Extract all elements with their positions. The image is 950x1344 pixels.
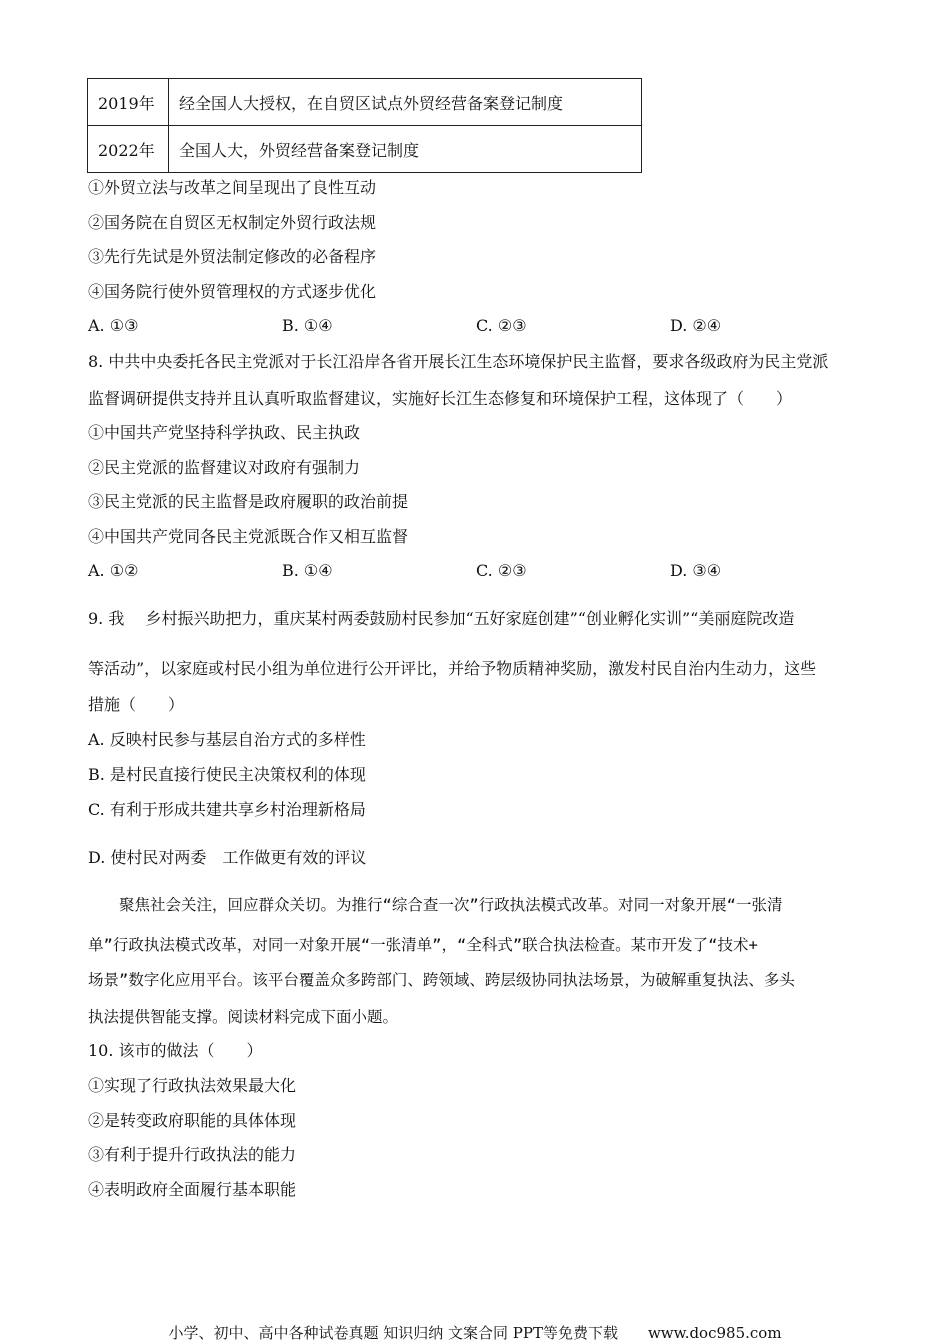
q7-item-1: ①外贸立法与改革之间呈现出了良性互动 — [88, 178, 377, 197]
passage-line-4: 执法提供智能支撑。阅读材料完成下面小题。 — [88, 1008, 399, 1026]
q8-item-3: ③民主党派的民主监督是政府履职的政治前提 — [88, 492, 409, 511]
q8-item-4: ④中国共产党同各民主党派既合作又相互监督 — [88, 527, 409, 546]
q8-option-c[interactable]: C. ②③ — [476, 561, 527, 580]
q10-item-1: ①实现了行政执法效果最大化 — [88, 1076, 297, 1095]
q7-item-4: ④国务院行使外贸管理权的方式逐步优化 — [88, 282, 377, 301]
q9-option-b[interactable]: B. 是村民直接行使民主决策权利的体现 — [88, 765, 366, 784]
q10-item-4: ④表明政府全面履行基本职能 — [88, 1180, 297, 1199]
table-row — [88, 126, 642, 173]
q7-option-c[interactable]: C. ②③ — [476, 316, 527, 335]
q8-option-d[interactable]: D. ③④ — [670, 561, 722, 580]
passage-line-1: 聚焦社会关注，回应群众关切。为推行“综合查一次”行政执法模式改革。对同一对象开展“一张清 — [88, 896, 783, 914]
table-year-cell: 2022年 — [88, 126, 169, 173]
q8-stem-line-2: 监督调研提供支持并且认真听取监督建议，实施好长江生态修复和环境保护工程，这体现了（ ） — [88, 389, 793, 408]
q8-option-a[interactable]: A. ①② — [88, 561, 139, 580]
q9-option-a[interactable]: A. 反映村民参与基层自治方式的多样性 — [88, 730, 366, 749]
q8-item-2: ②民主党派的监督建议对政府有强制力 — [88, 458, 361, 477]
q7-option-a[interactable]: A. ①③ — [88, 316, 139, 335]
q7-option-d[interactable]: D. ②④ — [670, 316, 722, 335]
q8-item-1: ①中国共产党坚持科学执政、民主执政 — [88, 423, 361, 442]
page-footer: 小学、初中、高中各种试卷真题 知识归纳 文案合同 PPT等免费下载 www.doc985.com — [168, 1324, 782, 1342]
q9-option-c[interactable]: C. 有利于形成共建共享乡村治理新格局 — [88, 800, 366, 819]
q8-option-b[interactable]: B. ①④ — [282, 561, 333, 580]
table-text-cell: 经全国人大授权，在自贸区试点外贸经营备案登记制度 — [169, 79, 642, 126]
q7-item-2: ②国务院在自贸区无权制定外贸行政法规 — [88, 213, 377, 232]
q7-item-3: ③先行先试是外贸法制定修改的必备程序 — [88, 247, 377, 266]
q9-option-d[interactable]: D. 使村民对两委 工作做更有效的评议 — [88, 848, 367, 867]
q7-option-b[interactable]: B. ①④ — [282, 316, 333, 335]
table-year-cell: 2019年 — [88, 79, 169, 126]
timeline-table — [87, 78, 642, 173]
q10-item-2: ②是转变政府职能的具体体现 — [88, 1111, 297, 1130]
passage-line-2: 单”行政执法模式改革，对同一对象开展“一张清单”，“全科式”联合执法检查。某市开发了“技术+ — [88, 936, 758, 954]
passage-line-3: 场景”数字化应用平台。该平台覆盖众多跨部门、跨领域、跨层级协同执法场景，为破解重复执法、多头 — [88, 971, 795, 989]
q8-stem-line-1: 8. 中共中央委托各民主党派对于长江沿岸各省开展长江生态环境保护民主监督，要求各级政府为民主党派 — [88, 352, 829, 371]
table-text-cell: 全国人大，外贸经营备案登记制度 — [169, 126, 642, 173]
q9-stem-line-2: 等活动”，以家庭或村民小组为单位进行公开评比，并给予物质精神奖励，激发村民自治内生动力，这些 — [88, 659, 817, 678]
q10-item-3: ③有利于提升行政执法的能力 — [88, 1145, 297, 1164]
q9-stem-line-3: 措施（ ） — [88, 695, 185, 714]
table-row — [88, 79, 642, 126]
q9-stem-line-1: 9. 我 乡村振兴助把力，重庆某村两委鼓励村民参加“五好家庭创建”“创业孵化实训”“美丽庭院改造 — [88, 609, 795, 628]
q10-stem: 10. 该市的做法（ ） — [88, 1041, 263, 1060]
